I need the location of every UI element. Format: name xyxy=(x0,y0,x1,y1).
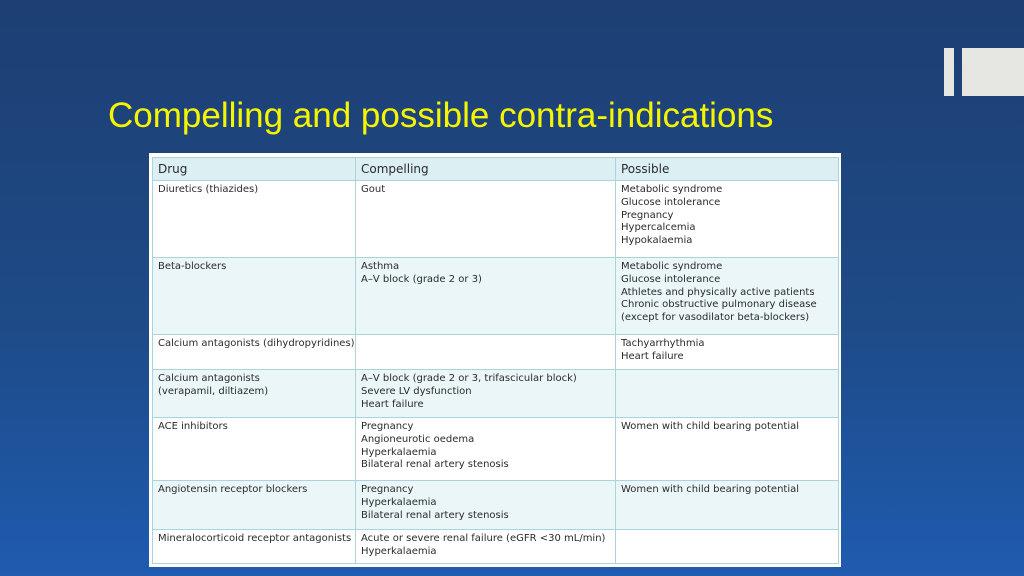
table-row xyxy=(153,481,839,530)
cell-line: Beta-blockers xyxy=(158,261,227,272)
header-drug: Drug xyxy=(153,158,356,181)
cell-compelling xyxy=(356,481,616,530)
cell-line: Metabolic syndrome xyxy=(621,184,723,195)
header-possible: Possible xyxy=(616,158,839,181)
table-row xyxy=(153,258,839,335)
header-compelling: Compelling xyxy=(356,158,616,181)
cell-line: Bilateral renal artery stenosis xyxy=(361,459,509,471)
cell-line: A–V block (grade 2 or 3) xyxy=(361,273,482,285)
cell-line: Mineralocorticoid receptor antagonists xyxy=(158,533,352,544)
cell-drug xyxy=(153,370,356,418)
cell-line: Calcium antagonists (dihydropyridines) xyxy=(158,338,355,349)
cell-possible xyxy=(616,481,839,530)
table-row xyxy=(153,530,839,564)
cell-drug xyxy=(153,418,356,481)
cell-line: Pregnancy xyxy=(621,209,674,221)
cell-possible xyxy=(616,530,839,564)
cell-line: Women with child bearing potential xyxy=(621,484,800,495)
cell-line: Hyperkalaemia xyxy=(361,545,437,557)
cell-possible xyxy=(616,258,839,335)
cell-possible xyxy=(616,370,839,418)
cell-line: Angiotensin receptor blockers xyxy=(158,484,308,495)
cell-compelling xyxy=(356,530,616,564)
cell-compelling xyxy=(356,370,616,418)
cell-line: Hyperkalaemia xyxy=(361,446,437,458)
table-row xyxy=(153,335,839,370)
cell-line: Diuretics (thiazides) xyxy=(158,184,259,195)
cell-line: Women with child bearing potential xyxy=(621,421,800,432)
cell-line: Heart failure xyxy=(361,398,424,410)
cell-line: Hypokalaemia xyxy=(621,235,693,247)
cell-drug xyxy=(153,481,356,530)
cell-line: Hypercalcemia xyxy=(621,222,696,234)
table-row xyxy=(153,370,839,418)
cell-line: Angioneurotic oedema xyxy=(361,433,475,445)
cell-possible xyxy=(616,181,839,258)
cell-line: Heart failure xyxy=(621,350,684,362)
cell-possible xyxy=(616,335,839,370)
cell-line: ACE inhibitors xyxy=(158,421,228,432)
slide-title: Compelling and possible contra-indications xyxy=(108,96,774,135)
decorative-bar-thin xyxy=(944,48,954,96)
contraindications-table-panel xyxy=(149,153,841,567)
cell-line: Glucose intolerance xyxy=(621,273,721,285)
cell-line: Athletes and physically active patients xyxy=(621,286,815,298)
table-row xyxy=(153,181,839,258)
cell-line: Pregnancy xyxy=(361,484,414,495)
contraindications-table xyxy=(152,157,839,564)
cell-compelling xyxy=(356,335,616,370)
cell-line: Metabolic syndrome xyxy=(621,261,723,272)
cell-line: Calcium antagonists xyxy=(158,373,260,384)
cell-drug xyxy=(153,258,356,335)
cell-line: Pregnancy xyxy=(361,421,414,432)
table-header-row xyxy=(153,158,839,181)
cell-possible xyxy=(616,418,839,481)
cell-line: (verapamil, diltiazem) xyxy=(158,385,269,397)
cell-line: Acute or severe renal failure (eGFR <30 mL/min) xyxy=(361,533,606,544)
cell-compelling xyxy=(356,181,616,258)
cell-compelling xyxy=(356,258,616,335)
cell-line: Hyperkalaemia xyxy=(361,496,437,508)
cell-drug xyxy=(153,530,356,564)
table-row xyxy=(153,418,839,481)
cell-line: Severe LV dysfunction xyxy=(361,385,472,397)
cell-line: Tachyarrhythmia xyxy=(621,338,705,349)
cell-compelling xyxy=(356,418,616,481)
cell-line: Glucose intolerance xyxy=(621,196,721,208)
cell-line: A–V block (grade 2 or 3, trifascicular block) xyxy=(361,373,577,384)
cell-line: (except for vasodilator beta-blockers) xyxy=(621,312,810,324)
cell-line: Bilateral renal artery stenosis xyxy=(361,509,509,521)
cell-drug xyxy=(153,335,356,370)
decorative-bar-wide xyxy=(962,48,1024,96)
cell-drug xyxy=(153,181,356,258)
cell-line: Gout xyxy=(361,184,386,195)
cell-line: Chronic obstructive pulmonary disease xyxy=(621,299,817,311)
cell-line: Asthma xyxy=(361,261,400,272)
